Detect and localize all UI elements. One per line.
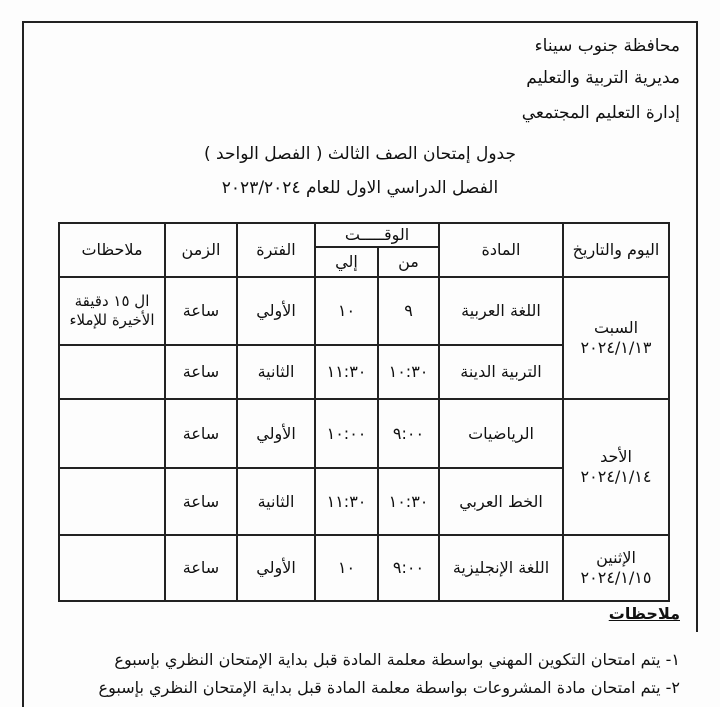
duration-cell: ساعة [182, 362, 220, 381]
notes-cell [60, 469, 164, 534]
duration-cell: ساعة [182, 558, 220, 577]
subject-cell: الخط العربي [459, 491, 543, 511]
note-item: ١- يتم امتحان التكوين المهني بواسطة معلمة المادة قبل بداية الإمتحان النظري بإسبوع [114, 650, 680, 669]
from-cell: ١٠:٣٠ [388, 491, 429, 511]
day-date: ٢٠٢٤/١/١٤ [580, 467, 652, 486]
notes-cell [60, 400, 164, 467]
duration-cell: ساعة [182, 423, 220, 443]
header-to: إلي [335, 252, 358, 271]
day-name: السبت [593, 318, 639, 337]
from-cell: ٩:٠٠ [392, 423, 425, 443]
from-cell: ١٠:٣٠ [388, 362, 429, 381]
to-cell: ١٠ [337, 558, 356, 577]
day-cell [564, 536, 668, 600]
subject-cell: اللغة الإنجليزية [452, 558, 550, 577]
day-cell [564, 400, 668, 534]
to-cell: ١٠:٠٠ [326, 423, 367, 443]
header-subject: المادة [481, 240, 521, 259]
header-notes: ملاحظات [81, 240, 143, 259]
page-title: جدول إمتحان الصف الثالث ( الفصل الواحد ) [204, 144, 516, 164]
header-day-date: اليوم والتاريخ [572, 240, 660, 259]
header-directorate: مديرية التربية والتعليم [526, 68, 680, 88]
header-period: الفترة [256, 240, 296, 259]
notes-cell [60, 536, 164, 600]
day-name: الأحد [600, 447, 632, 466]
duration-cell: ساعة [182, 491, 220, 511]
header-time: الوقـــــت [344, 225, 410, 244]
frame-top-border [22, 21, 698, 23]
from-cell: ٩:٠٠ [392, 558, 425, 577]
subject-cell: التربية الدينة [460, 362, 542, 381]
notes-cell [60, 346, 164, 398]
subject-cell: اللغة العربية [461, 301, 541, 320]
day-date: ٢٠٢٤/١/١٣ [580, 338, 652, 357]
notes-cell: ال ١٥ دقيقة الأخيرة للإملاء [69, 292, 155, 329]
duration-cell: ساعة [182, 301, 220, 320]
to-cell: ١١:٣٠ [326, 491, 367, 511]
header-governorate: محافظة جنوب سيناء [534, 36, 680, 56]
header-administration: إدارة التعليم المجتمعي [521, 103, 680, 123]
page-subtitle: الفصل الدراسي الاول للعام ٢٠٢٣/٢٠٢٤ [221, 178, 499, 198]
notes-heading: ملاحظات [608, 604, 680, 623]
period-cell: الأولي [256, 558, 296, 577]
to-cell: ١٠ [337, 301, 356, 320]
frame-right-border [696, 22, 698, 632]
period-cell: الأولي [256, 423, 296, 443]
subject-cell: الرياضيات [468, 423, 534, 443]
to-cell: ١١:٣٠ [326, 362, 367, 381]
period-cell: الثانية [257, 491, 295, 511]
header-from: من [398, 252, 419, 271]
period-cell: الأولي [256, 301, 296, 320]
day-cell [564, 278, 668, 398]
from-cell: ٩ [404, 301, 413, 320]
day-name: الإثنين [596, 548, 636, 567]
day-date: ٢٠٢٤/١/١٥ [580, 568, 652, 587]
frame-left-border [22, 22, 24, 707]
period-cell: الثانية [257, 362, 295, 381]
header-duration: الزمن [181, 240, 221, 259]
note-item: ٢- يتم امتحان مادة المشروعات بواسطة معلمة المادة قبل بداية الإمتحان النظري بإسبوع [98, 678, 680, 697]
exam-table [58, 222, 670, 602]
